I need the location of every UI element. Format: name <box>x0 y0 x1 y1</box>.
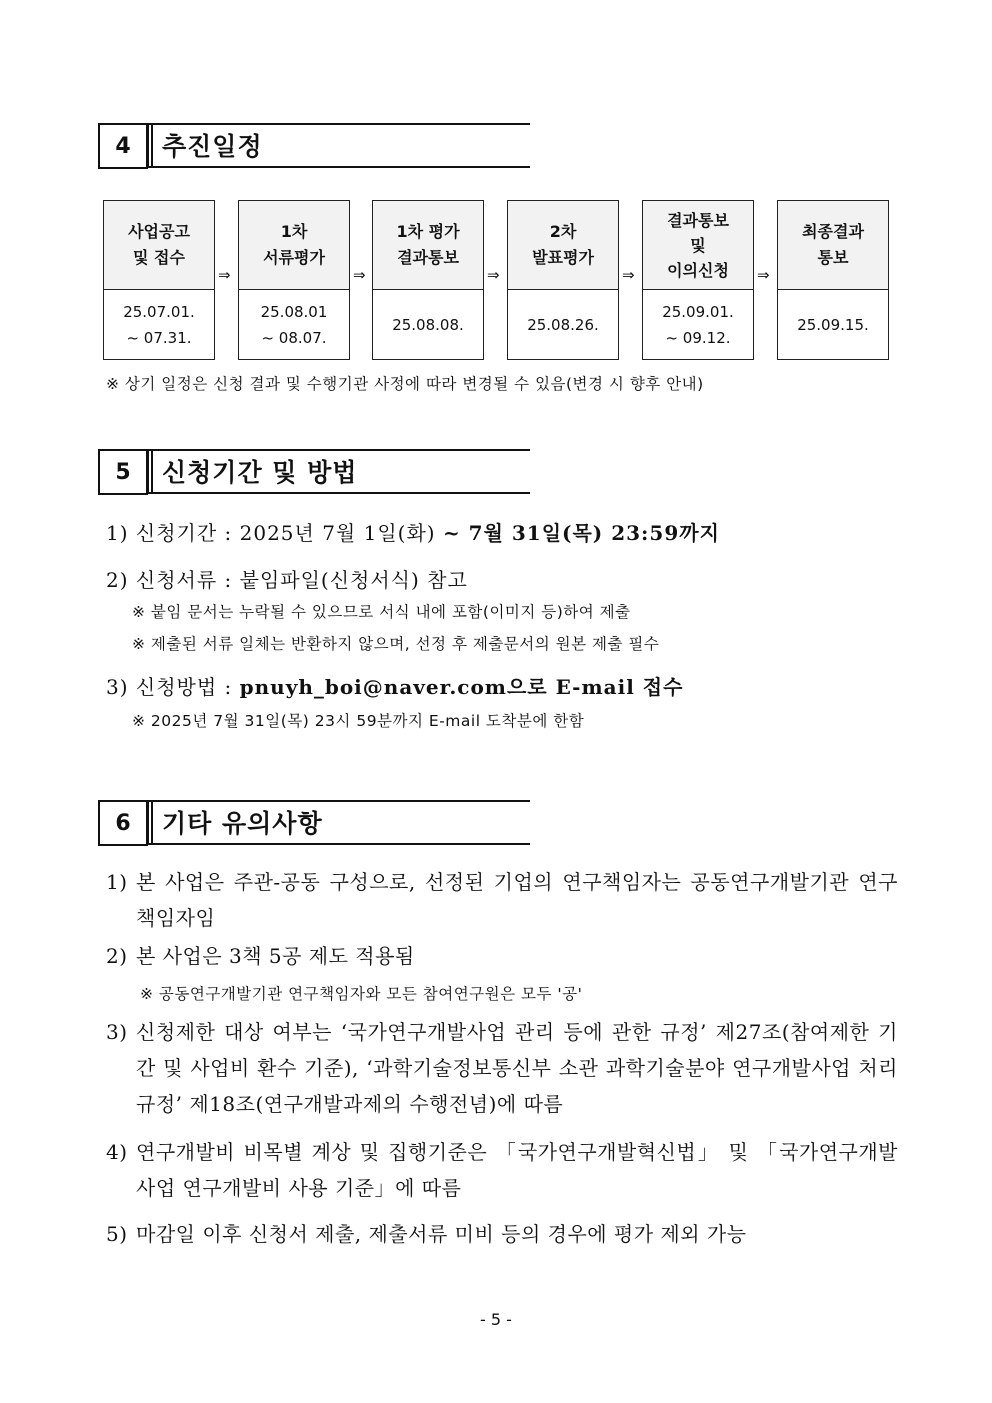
schedule-step <box>507 200 619 360</box>
step-date: 25.07.01. ~ 07.31. <box>123 302 195 347</box>
step-date: 25.09.15. <box>797 315 869 334</box>
notice-text: 본 사업은 3책 5공 제도 적용됨 <box>136 944 415 968</box>
apply-documents-note: ※ 제출된 서류 일체는 반환하지 않으며, 선정 후 제출문서의 원본 제출 필수 <box>132 635 660 653</box>
apply-period <box>106 517 720 546</box>
notice-item <box>106 1216 898 1252</box>
step-date: 25.08.26. <box>527 315 599 334</box>
notice-item <box>106 1134 898 1206</box>
apply-method-label: 3) 신청방법 : <box>106 675 240 699</box>
section-header-5 <box>98 449 530 495</box>
notice-text: 본 사업은 주관-공동 구성으로, 선정된 기업의 연구책임자는 공동연구개발기관 연구책임자임 <box>136 870 898 930</box>
flow-arrow-icon: ⇒ <box>218 266 231 284</box>
step-label: 사업공고 및 접수 <box>104 201 214 290</box>
notice-subnote: ※ 공동연구개발기관 연구책임자와 모든 참여연구원은 모두 '공' <box>140 985 583 1003</box>
schedule-step <box>103 200 215 360</box>
notice-text: 연구개발비 비목별 계상 및 집행기준은 「국가연구개발혁신법」 및 「국가연구개발사업 연구개발비 사용 기준」에 따름 <box>136 1140 898 1200</box>
schedule-step <box>372 200 484 360</box>
apply-method <box>106 671 683 700</box>
apply-period-deadline: ~ 7월 31일(목) 23:59까지 <box>442 521 720 545</box>
section-title: 신청기간 및 방법 <box>162 458 358 487</box>
step-label: 결과통보 및 이의신청 <box>643 201 753 290</box>
step-date: 25.08.01 ~ 08.07. <box>260 302 328 347</box>
schedule-step <box>642 200 754 360</box>
flow-arrow-icon: ⇒ <box>487 266 500 284</box>
notice-item <box>106 864 898 936</box>
apply-documents: 2) 신청서류 : 붙임파일(신청서식) 참고 <box>106 568 468 592</box>
flow-arrow-icon: ⇒ <box>757 266 770 284</box>
page-number: - 5 - <box>480 1310 512 1329</box>
step-label: 1차 평가 결과통보 <box>373 201 483 290</box>
notice-item <box>106 938 898 974</box>
schedule-step <box>777 200 889 360</box>
section-number: 4 <box>98 123 148 169</box>
notice-number: 3) <box>106 1020 128 1044</box>
notice-item <box>106 1014 898 1122</box>
apply-period-label: 1) 신청기간 : 2025년 7월 1일(화) <box>106 521 443 545</box>
flow-arrow-icon: ⇒ <box>622 266 635 284</box>
notice-text: 마감일 이후 신청서 제출, 제출서류 미비 등의 경우에 평가 제외 가능 <box>136 1222 747 1246</box>
step-label: 최종결과 통보 <box>778 201 888 290</box>
apply-method-email: pnuyh_boi@naver.com으로 E-mail 접수 <box>239 675 684 699</box>
schedule-step <box>238 200 350 360</box>
section-title: 추진일정 <box>162 132 263 161</box>
notice-number: 5) <box>106 1222 128 1246</box>
step-date: 25.09.01. ~ 09.12. <box>662 302 734 347</box>
step-date: 25.08.08. <box>392 315 464 334</box>
notice-number: 4) <box>106 1140 128 1164</box>
apply-documents-note: ※ 붙임 문서는 누락될 수 있으므로 서식 내에 포함(이미지 등)하여 제출 <box>132 603 631 621</box>
step-label: 1차 서류평가 <box>239 201 349 290</box>
section-header-4 <box>98 123 530 169</box>
section-number: 5 <box>98 449 148 495</box>
notice-number: 2) <box>106 944 128 968</box>
schedule-note: ※ 상기 일정은 신청 결과 및 수행기관 사정에 따라 변경될 수 있음(변경 시 향후 안내) <box>106 375 704 393</box>
notice-number: 1) <box>106 870 128 894</box>
section-header-6 <box>98 800 530 846</box>
section-title: 기타 유의사항 <box>162 809 323 838</box>
flow-arrow-icon: ⇒ <box>353 266 366 284</box>
notice-text: 신청제한 대상 여부는 ‘국가연구개발사업 관리 등에 관한 규정’ 제27조(참여제한 기간 및 사업비 환수 기준), ‘과학기술정보통신부 소관 과학기술분야 연구개발사업 처리규정’ 제18조(연구개발과제의 수행전념)에 따름 <box>136 1020 898 1116</box>
apply-method-note: ※ 2025년 7월 31일(목) 23시 59분까지 E-mail 도착분에 한함 <box>132 712 585 730</box>
section-number: 6 <box>98 800 148 846</box>
step-label: 2차 발표평가 <box>508 201 618 290</box>
